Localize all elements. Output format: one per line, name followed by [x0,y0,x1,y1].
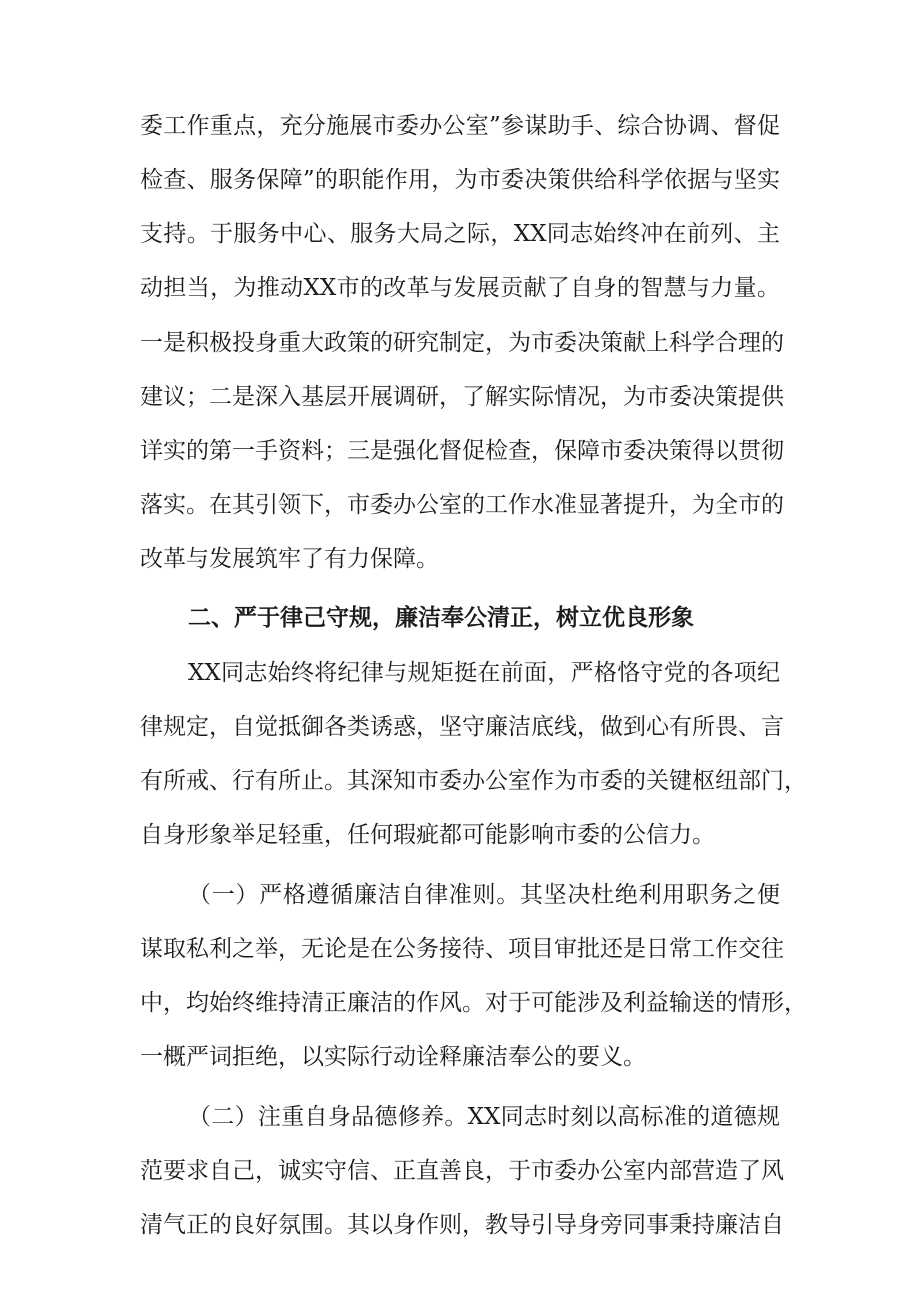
paragraph-line: （一）严格遵循廉洁自律准则。其坚决杜绝利用职务之便 [188,882,780,908]
section-heading: 二、严于律己守规，廉洁奉公清正，树立优良形象 [188,604,694,631]
paragraph-line: 有所戒、行有所止。其深知市委办公室作为市委的关键枢纽部门， [140,768,807,794]
paragraph-line: 自身形象举足轻重，任何瑕疵都可能影响市委的公信力。 [140,822,715,848]
paragraph-line: 建议；二是深入基层开展调研，了解实际情况，为市委决策提供 [140,384,784,410]
paragraph-line: 清气正的良好氛围。其以身作则，教导引导身旁同事秉持廉洁自 [140,1212,784,1238]
paragraph-line: 落实。在其引领下，市委办公室的工作水准显著提升，为全市的 [140,492,784,518]
paragraph-line: 律规定，自觉抵御各类诱惑，坚守廉洁底线，做到心有所畏、言 [140,714,784,740]
paragraph-line: 委工作重点，充分施展市委办公室”参谋助手、综合协调、督促 [140,113,780,139]
paragraph-line: 动担当，为推动XX市的改革与发展贡献了自身的智慧与力量。 [140,275,780,301]
paragraph-line: 范要求自己，诚实守信、正直善良，于市委办公室内部营造了风 [140,1158,784,1184]
paragraph-line: 改革与发展筑牢了有力保障。 [140,546,439,572]
paragraph-line: XX同志始终将纪律与规矩挺在前面，严格恪守党的各项纪 [188,660,780,686]
paragraph-line: 中，均始终维持清正廉洁的作风。对于可能涉及利益输送的情形， [140,990,807,1016]
paragraph-line: 详实的第一手资料；三是强化督促检查，保障市委决策得以贯彻 [140,438,784,464]
paragraph-line: （二）注重自身品德修养。XX同志时刻以高标准的道德规 [188,1104,780,1130]
paragraph-line: 一概严词拒绝，以实际行动诠释廉洁奉公的要义。 [140,1044,646,1070]
paragraph-line: 支持。于服务中心、服务大局之际，XX同志始终冲在前列、主 [140,221,780,247]
paragraph-line: 谋取私利之举，无论是在公务接待、项目审批还是日常工作交往 [140,936,784,962]
paragraph-line: 一是积极投身重大政策的研究制定，为市委决策献上科学合理的 [140,330,784,356]
paragraph-line: 检查、服务保障”的职能作用，为市委决策供给科学依据与坚实 [140,167,780,193]
